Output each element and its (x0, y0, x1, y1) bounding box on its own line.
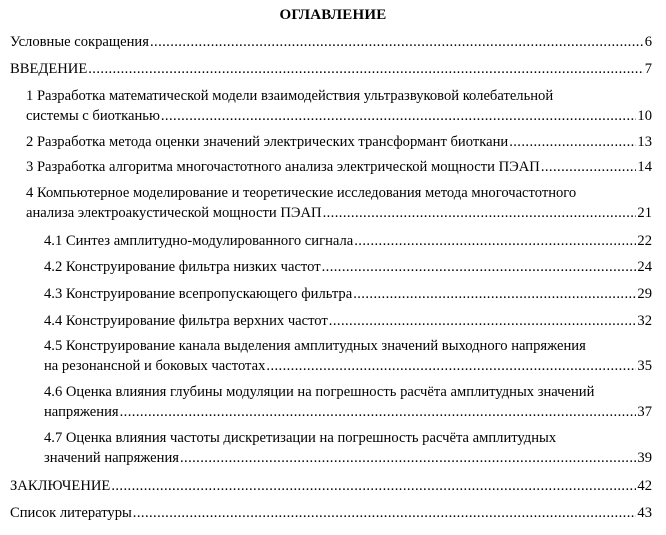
toc-page-number: 21 (637, 205, 652, 221)
toc-entry-section-4-5[interactable] (44, 336, 652, 376)
toc-entry-label-line1: 4 Компьютерное моделирование и теоретические исследования метода многочастотного (26, 185, 577, 201)
toc-leader-dots (329, 311, 637, 331)
toc-page-number: 13 (637, 134, 652, 150)
toc-entry-label-line2: анализа электроакустической мощности ПЭАП (26, 205, 322, 221)
document-title: ОГЛАВЛЕНИЕ (279, 7, 387, 23)
toc-page-number: 7 (644, 61, 652, 77)
toc-entry-label-line1: 4.5 Конструирование канала выделения амплитудных значений выходного напряжения (44, 338, 586, 354)
toc-entry-label: 3 Разработка алгоритма многочастотного анализа электрической мощности ПЭАП (26, 159, 540, 175)
toc-entry-chapter-3[interactable] (26, 157, 652, 177)
toc-entry-abbreviations[interactable] (10, 32, 652, 52)
toc-leader-dots (180, 448, 636, 468)
toc-entry-section-4-6[interactable] (44, 382, 652, 422)
toc-leader-dots (353, 284, 636, 304)
toc-leader-dots (266, 356, 636, 376)
toc-page-number: 24 (637, 259, 652, 275)
toc-leader-dots (541, 157, 637, 177)
toc-page-number: 22 (637, 233, 652, 249)
toc-entry-label: 2 Разработка метода оценки значений электрических трансформант биоткани (26, 134, 509, 150)
toc-page-number: 43 (637, 505, 652, 521)
toc-entry-section-4-3[interactable] (44, 284, 652, 304)
toc-page-number: 39 (637, 450, 652, 466)
toc-leader-dots (161, 106, 637, 126)
toc-page-number: 32 (637, 313, 652, 329)
toc-entry-conclusion[interactable] (10, 476, 652, 496)
toc-entry-label-line1: 1 Разработка математической модели взаимодействия ультразвуковой колебательной (26, 88, 554, 104)
toc-leader-dots (133, 503, 637, 523)
toc-entry-chapter-4[interactable] (26, 183, 652, 223)
toc-entry-section-4-7[interactable] (44, 428, 652, 468)
toc-page-number: 6 (644, 34, 652, 50)
toc-page-number: 29 (637, 286, 652, 302)
toc-leader-dots (120, 402, 637, 422)
toc-page-number: 42 (637, 478, 652, 494)
toc-entry-label: 4.4 Конструирование фильтра верхних частот (44, 313, 328, 329)
toc-entry-label: 4.2 Конструирование фильтра низких частот (44, 259, 321, 275)
toc-entry-label: Список литературы (10, 505, 132, 521)
toc-leader-dots (111, 476, 636, 496)
toc-entry-label-line2: напряжения (44, 404, 119, 420)
toc-entry-label-line1: 4.6 Оценка влияния глубины модуляции на погрешность расчёта амплитудных значений (44, 384, 595, 400)
toc-entry-label-line2: значений напряжения (44, 450, 179, 466)
toc-leader-dots (354, 231, 636, 251)
toc-entry-label-line1: 4.7 Оценка влияния частоты дискретизации на погрешность расчёта амплитудных (44, 430, 557, 446)
toc-entry-label: 4.1 Синтез амплитудно-модулированного сигнала (44, 233, 354, 249)
toc-entry-label-line2: системы с биотканью (26, 108, 160, 124)
toc-page-number: 10 (637, 108, 652, 124)
toc-entry-label-line2: на резонансной и боковых частотах (44, 358, 266, 374)
toc-entry-references[interactable] (10, 503, 652, 523)
toc-entry-chapter-1[interactable] (26, 86, 652, 126)
toc-page-number: 35 (637, 358, 652, 374)
toc-leader-dots (322, 257, 637, 277)
toc-entry-section-4-1[interactable] (44, 231, 652, 251)
toc-entry-chapter-2[interactable] (26, 132, 652, 152)
toc-entry-label: Условные сокращения (10, 34, 149, 50)
toc-entry-section-4-2[interactable] (44, 257, 652, 277)
toc-entry-section-4-4[interactable] (44, 311, 652, 331)
toc-entry-label: ЗАКЛЮЧЕНИЕ (10, 478, 111, 494)
toc-page-number: 14 (637, 159, 652, 175)
toc-leader-dots (323, 203, 637, 223)
toc-leader-dots (150, 32, 644, 52)
toc-leader-dots (509, 132, 636, 152)
toc-entry-introduction[interactable] (10, 59, 652, 79)
toc-leader-dots (88, 59, 643, 79)
toc-page-number: 37 (637, 404, 652, 420)
toc-entry-label: 4.3 Конструирование всепропускающего фильтра (44, 286, 353, 302)
toc-entry-label: ВВЕДЕНИЕ (10, 61, 88, 77)
